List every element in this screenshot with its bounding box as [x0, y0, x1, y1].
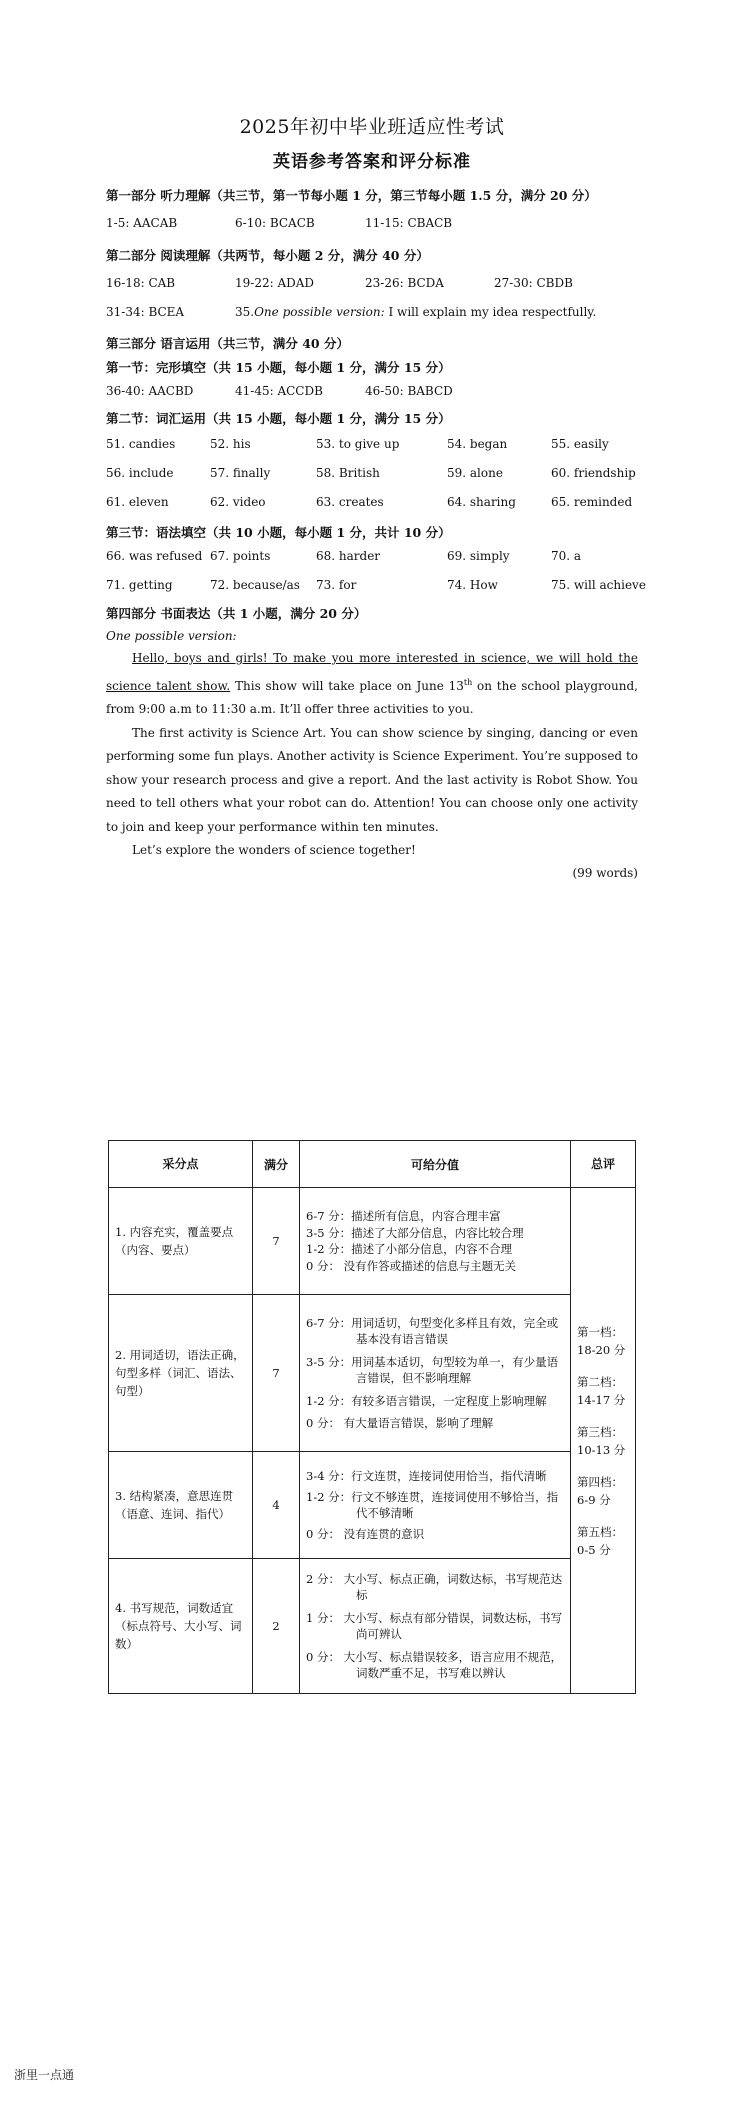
grade-band: 第一档：18-20 分: [577, 1324, 626, 1357]
answer-item: 41-45: ACCDB: [235, 384, 323, 398]
level-line: 2 分： 大小写、标点正确，词数达标，书写规范达标: [306, 1571, 563, 1602]
answer-item: 74. How: [447, 578, 498, 592]
criterion-cell: 2. 用词适切，语法正确，句型多样（词汇、语法、句型）: [109, 1295, 253, 1452]
grammar-row: [106, 549, 636, 567]
answer-item: 11-15: CBACB: [365, 216, 453, 230]
answer-item: 16-18: CAB: [106, 276, 176, 290]
essay-underlined-opening: Hello, boys and girls! To make you more interested in science, we will hold the science talent show.: [106, 651, 638, 693]
level-line: 0 分： 没有作答或描述的信息与主题无关: [306, 1258, 517, 1273]
criterion-cell: 3. 结构紧凑，意思连贯（语意、连词、指代）: [109, 1452, 253, 1559]
essay-text: This show will take place on June 13: [230, 678, 464, 693]
level-line: 3-5 分：描述了大部分信息，内容比较合理: [306, 1225, 524, 1240]
answer-item: 65. reminded: [551, 495, 633, 509]
answer-item: 62. video: [210, 495, 266, 509]
part3-heading: 第三部分 语言运用（共三节，满分 40 分）: [106, 336, 349, 351]
column-header: 采分点: [109, 1141, 253, 1188]
level-line: 0 分： 有大量语言错误，影响了理解: [306, 1416, 494, 1430]
level-line: 6-7 分：用词适切，句型变化多样且有效，完全或基本没有语言错误: [306, 1315, 559, 1346]
essay-paragraph: Let’s explore the wonders of science together!: [132, 843, 416, 857]
part3-section2-heading: 第二节：词汇运用（共 15 小题，每小题 1 分，满分 15 分）: [106, 411, 451, 426]
answer-item: 54. began: [447, 437, 508, 451]
answer-item: 69. simply: [447, 549, 510, 563]
essay-paragraph: [106, 647, 638, 722]
answer-item: 67. points: [210, 549, 271, 563]
criterion-cell: 4. 书写规范，词数适宜（标点符号、大小写、词数）: [109, 1559, 253, 1694]
answer-item: 70. a: [551, 549, 582, 563]
watermark-text: 浙里一点通: [14, 2068, 75, 2082]
table-row: [109, 1559, 636, 1694]
word-count: (99 words): [572, 866, 638, 880]
levels-cell: [300, 1559, 571, 1694]
level-line: 1-2 分：有较多语言错误，一定程度上影响理解: [306, 1393, 547, 1408]
criterion-cell: 1. 内容充实，覆盖要点（内容、要点）: [109, 1188, 253, 1295]
overall-grades-cell: [571, 1188, 636, 1694]
answer-item: 52. his: [210, 437, 251, 451]
level-line: 3-5 分：用词基本适切，句型较为单一，有少量语言错误，但不影响理解: [306, 1354, 559, 1385]
level-line: 0 分： 没有连贯的意识: [306, 1526, 425, 1541]
table-row: [109, 1295, 636, 1452]
exam-title: 2025年初中毕业班适应性考试: [239, 116, 505, 138]
ordinal-suffix: th: [463, 677, 473, 687]
answer-item: 63. creates: [316, 495, 384, 509]
answer-item: 68. harder: [316, 549, 381, 563]
answer-item: 53. to give up: [316, 437, 400, 451]
exam-subtitle: 英语参考答案和评分标准: [273, 152, 471, 172]
q35-text: I will explain my idea respectfully.: [384, 305, 597, 319]
grade-band: 第三档：10-13 分: [577, 1424, 626, 1457]
answer-item: 31-34: BCEA: [106, 305, 185, 319]
vocab-row: [106, 495, 636, 513]
scoring-rubric-table: [108, 1140, 636, 1694]
level-line: 0 分： 大小写、标点错误较多，语言应用不规范，词数严重不足，书写难以辨认: [306, 1649, 563, 1680]
table-header-row: [109, 1141, 636, 1188]
part1-answers: [106, 216, 636, 234]
version-label: One possible version:: [106, 629, 237, 643]
model-essay: [106, 647, 638, 863]
answer-item: 71. getting: [106, 578, 173, 592]
answer-item: 23-26: BCDA: [365, 276, 444, 290]
q35-italic: One possible version:: [254, 305, 385, 319]
q35-label: 35.: [235, 305, 255, 319]
answer-item: 75. will achieve: [551, 578, 646, 592]
table-row: [109, 1452, 636, 1559]
answer-item: 66. was refused: [106, 549, 203, 563]
max-score-cell: 4: [253, 1452, 300, 1559]
part2-heading: 第二部分 阅读理解（共两节，每小题 2 分，满分 40 分）: [106, 248, 429, 263]
grade-band: 第五档：0-5 分: [577, 1524, 623, 1557]
answer-item: 73. for: [316, 578, 357, 592]
grade-band: 第二档：14-17 分: [577, 1374, 626, 1407]
answer-item: 51. candies: [106, 437, 176, 451]
max-score-cell: 2: [253, 1559, 300, 1694]
answer-item: 59. alone: [447, 466, 503, 480]
essay-text: on the school playground, from 9:00 a.m to 11:30 a.m. It’ll offer three activities to you.: [106, 678, 638, 716]
part4-heading: 第四部分 书面表达（共 1 小题，满分 20 分）: [106, 606, 367, 621]
answer-item: 57. finally: [210, 466, 271, 480]
answer-item: 36-40: AACBD: [106, 384, 194, 398]
answer-item: 1-5: AACAB: [106, 216, 178, 230]
answer-item: 58. British: [316, 466, 380, 480]
answer-item: 60. friendship: [551, 466, 636, 480]
column-header: 总评: [571, 1141, 636, 1188]
vocab-row: [106, 437, 636, 455]
part1-heading: 第一部分 听力理解（共三节，第一节每小题 1 分，第三节每小题 1.5 分，满分 20 分）: [106, 188, 597, 203]
answer-item: 72. because/as: [210, 578, 300, 592]
answer-item: 55. easily: [551, 437, 609, 451]
levels-cell: [300, 1295, 571, 1452]
answer-item: 61. eleven: [106, 495, 169, 509]
answer-item: 6-10: BCACB: [235, 216, 315, 230]
levels-cell: [300, 1452, 571, 1559]
essay-paragraph: The first activity is Science Art. You can show science by singing, dancing or even performing some fun plays. Another activity is Science Experiment. You’re supposed to show your research process and give a report. And the last activity is Robot Show. You need to tell others what your robot can do. Attention! You can choose only one activity to join and keep your performance within ten minutes.: [106, 725, 638, 834]
table-row: [109, 1188, 636, 1295]
level-line: 1-2 分：描述了小部分信息，内容不合理: [306, 1242, 513, 1256]
max-score-cell: 7: [253, 1295, 300, 1452]
answer-item: 19-22: ADAD: [235, 276, 315, 290]
answer-35: [235, 305, 596, 319]
level-line: 6-7 分：描述所有信息，内容合理丰富: [306, 1209, 501, 1223]
part3-section3-heading: 第三节：语法填空（共 10 小题，每小题 1 分，共计 10 分）: [106, 525, 451, 540]
level-line: 3-4 分：行文连贯，连接词使用恰当，指代清晰: [306, 1469, 547, 1483]
levels-cell: [300, 1188, 571, 1295]
part2-answers: [106, 276, 636, 294]
answer-item: 27-30: CBDB: [494, 276, 573, 290]
part2-answers-row2: [106, 305, 636, 323]
column-header: 可给分值: [300, 1141, 571, 1188]
column-header: 满分: [253, 1141, 300, 1188]
answer-item: 56. include: [106, 466, 174, 480]
answer-item: 46-50: BABCD: [365, 384, 453, 398]
answer-item: 64. sharing: [447, 495, 516, 509]
level-line: 1 分： 大小写、标点有部分错误，词数达标，书写尚可辨认: [306, 1610, 563, 1641]
part3-section1-answers: [106, 384, 636, 402]
level-line: 1-2 分：行文不够连贯，连接词使用不够恰当，指代不够清晰: [306, 1489, 559, 1520]
grammar-row: [106, 578, 646, 596]
part3-section1-heading: 第一节：完形填空（共 15 小题，每小题 1 分，满分 15 分）: [106, 360, 451, 375]
grade-band: 第四档：6-9 分: [577, 1474, 623, 1507]
max-score-cell: 7: [253, 1188, 300, 1295]
vocab-row: [106, 466, 636, 484]
